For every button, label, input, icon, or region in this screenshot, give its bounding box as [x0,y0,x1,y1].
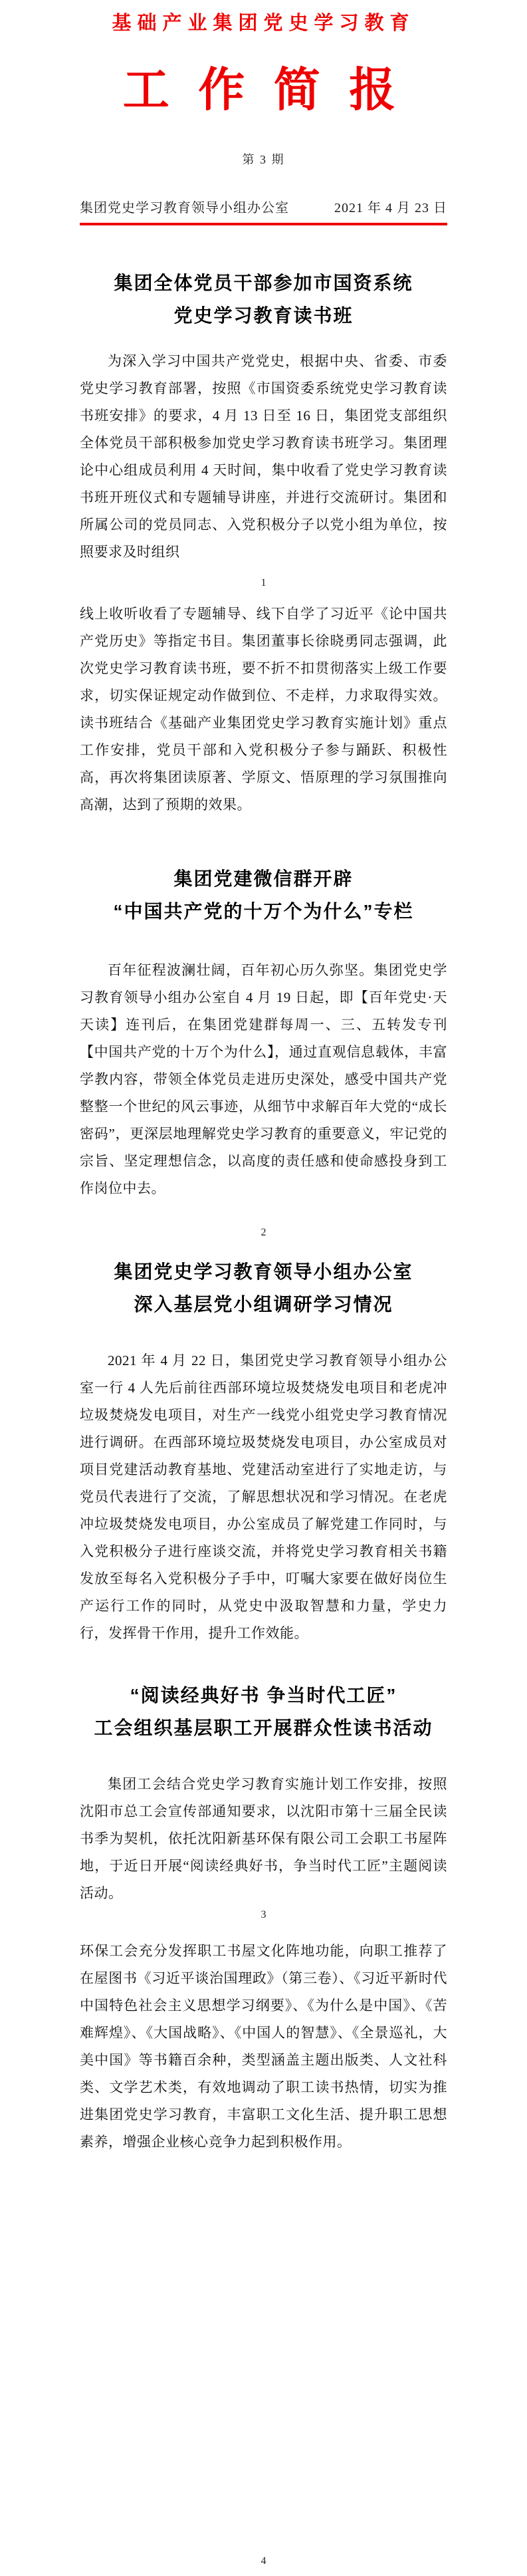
document-body [80,267,447,2576]
issuer-name: 集团党史学习教育领导小组办公室 [80,201,289,215]
page-number-2: 2 [261,1227,266,1238]
issuer-row [80,197,447,216]
article-4-title [80,1679,447,1744]
article-4-paragraph-part-1: 集团工会结合党史学习教育实施计划工作安排，按照沈阳市总工会宣传部通知要求，以沈阳市第十三届全民读书季为契机，依托沈阳新基环保有限公司工会职工书屋阵地，于近日开展“阅读经典好书，争当时代工匠”主题阅读活动。 [80,1776,447,1901]
article-1-paragraph-part-1: 为深入学习中国共产党党史，根据中央、省委、市委党史学习教育部署，按照《市国资委系统党史学习教育读书班安排》的要求，4 月 13 日至 16 日，集团党支部组织全体党员干部积极参加党史学习教育读书班学习。集团理论中心组成员利用 4 天时间，集中收看了党史学习教育读书班开班仪式和专题辅导讲座，并进行交流研讨。集团和所属公司的党员同志、入党积极分子以党小组为单位，按照要求及时组织 [80,353,447,560]
page-number-1: 1 [261,577,266,588]
article-2-paragraph: 百年征程波澜壮阔，百年初心历久弥坚。集团党史学习教育领导小组办公室自 4 月 19 日起，即【百年党史·天天读】连刊后，在集团党建群每周一、三、五转发专刊【中国共产党的十万个为什么】，通过直观信息载体，丰富学教内容，带领全体党员走进历史深处，感受中国共产党整整一个世纪的风云事迹，从细节中求解百年大党的“成长密码”，更深层地理解党史学习教育的重要意义，牢记党的宗旨、坚定理想信念，以高度的责任感和使命感投身到工作岗位中去。 [80,962,447,1196]
article-4-title-line-1: “阅读经典好书 争当时代工匠” [130,1685,397,1706]
page-number-3: 3 [261,1909,266,1920]
article-3-title [80,1255,447,1321]
article-4-title-line-2: 工会组织基层职工开展群众性读书活动 [94,1718,433,1738]
article-3-title-line-2: 深入基层党小组调研学习情况 [134,1294,393,1315]
article-1-title-line-1: 集团全体党员干部参加市国资系统 [114,273,413,293]
article-1-title-line-2: 党史学习教育读书班 [173,305,354,326]
article-4-paragraph-part-2: 环保工会充分发挥职工书屋文化阵地功能，向职工推荐了在屋图书《习近平谈治国理政》（第三卷）、《习近平新时代中国特色社会主义思想学习纲要》、《为什么是中国》、《苦难辉煌》、《大国战略》、《中国人的智慧》、《全景巡礼，大美中国》等书籍百余种，类型涵盖主题出版类、人文社科类、文学艺术类，有效地调动了职工读书热情，切实为推进集团党史学习教育，丰富职工文化生活、提升职工思想素养，增强企业核心竞争力起到积极作用。 [80,1943,447,2150]
issue-date: 2021 年 4 月 23 日 [334,201,447,215]
article-2-title-line-2: “中国共产党的十万个为什么”专栏 [113,901,414,922]
page-number-4: 4 [261,2555,266,2567]
article-3-title-line-1: 集团党史学习教育领导小组办公室 [114,1261,413,1282]
article-2-title [80,862,447,928]
masthead [0,8,527,225]
issue-number: 第 3 期 [242,153,285,166]
article-1-paragraph-part-2: 线上收听收看了专题辅导、线下自学了习近平《论中国共产党历史》等指定书目。集团董事长徐晓勇同志强调，此次党史学习教育读书班，要不折不扣贯彻落实上级工作要求，切实保证规定动作做到位、不走样，力求取得实效。读书班结合《基础产业集团党史学习教育实施计划》重点工作安排，党员干部和入党积极分子参与踊跃、积极性高，再次将集团读原著、学原文、悟原理的学习氛围推向高潮，达到了预期的效果。 [80,606,447,813]
masthead-super-title: 基础产业集团党史学习教育 [112,13,415,34]
masthead-main-title: 工 作 简 报 [122,65,405,116]
article-2-title-line-1: 集团党建微信群开辟 [173,868,354,889]
article-1-title [80,267,447,332]
article-3-paragraph: 2021 年 4 月 22 日，集团党史学习教育领导小组办公室一行 4 人先后前往西部环境垃圾焚烧发电项目和老虎冲垃圾焚烧发电项目，对生产一线党小组党史学习教育情况进行调研。在西部环境垃圾焚烧发电项目，办公室成员对项目党建活动教育基地、党建活动室进行了实地走访，与党员代表进行了交流，了解思想状况和学习情况。在老虎冲垃圾焚烧发电项目，办公室成员了解党建工作同时，与入党积极分子进行座谈交流，并将党史学习教育相关书籍发放至每名入党积极分子手中，叮嘱大家要在做好岗位生产运行工作的同时，从党史中汲取智慧和力量，学史力行，发挥骨干作用，提升工作效能。 [80,1352,447,1641]
red-divider [80,223,447,225]
